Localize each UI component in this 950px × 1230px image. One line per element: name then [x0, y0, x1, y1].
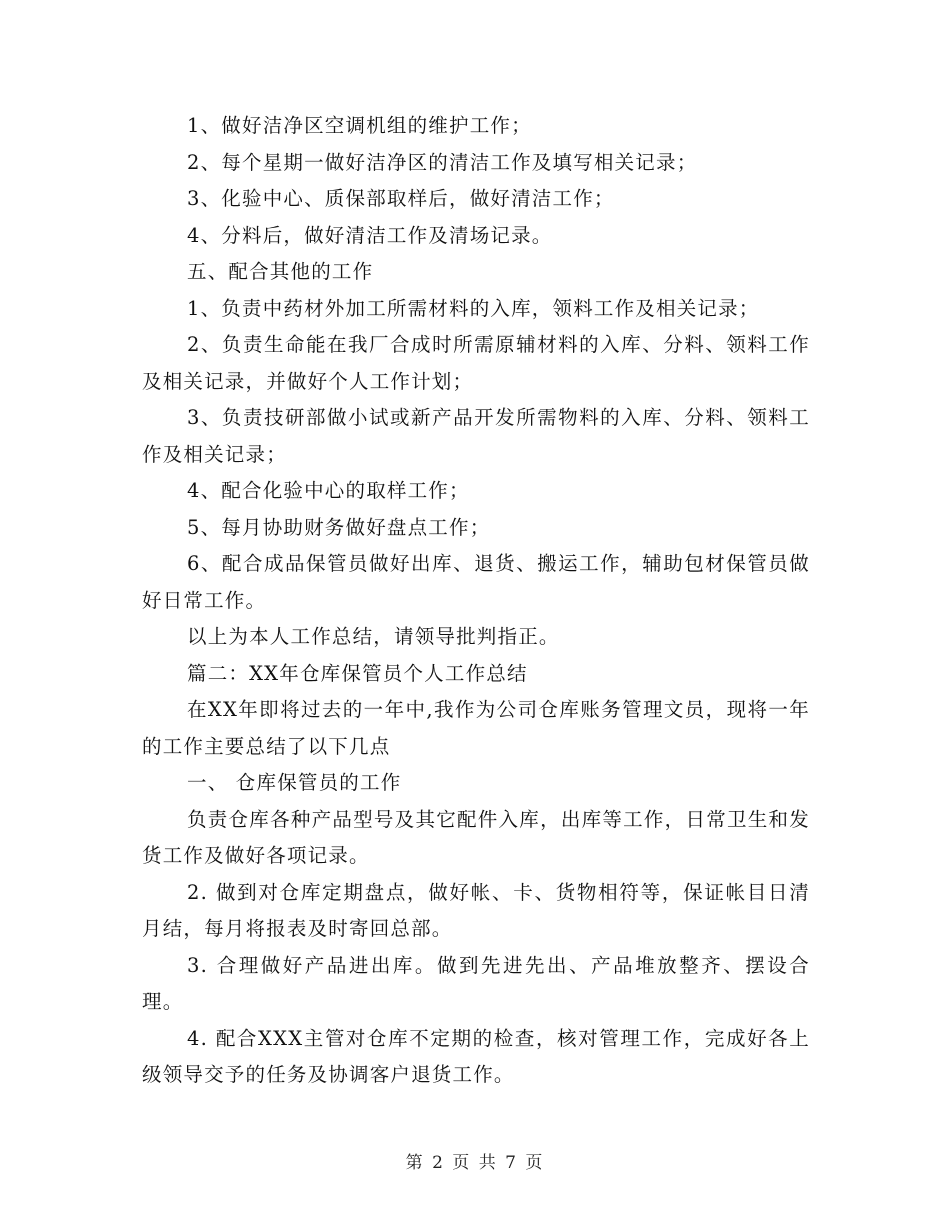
- paragraph-4: 4、分料后，做好清洁工作及清场记录。: [187, 223, 553, 247]
- paragraph-19: 4. 配合XXX主管对仓库不定期的检查，核对管理工作，完成好各上级领导交予的任务及协调客户退货工作。: [142, 1026, 810, 1086]
- paragraph-7: 2、负责生命能在我厂合成时所需原辅材料的入库、分料、领料工作及相关记录，并做好个人工作计划；: [142, 333, 810, 393]
- paragraph-12: 以上为本人工作总结，请领导批判指正。: [187, 625, 560, 648]
- paragraph-14: 在XX年即将过去的一年中,我作为公司仓库账务管理文员，现将一年的工作主要总结了以下几点: [142, 698, 810, 758]
- document-body: [142, 108, 810, 1094]
- chapter-heading: 篇二：XX年仓库保管员个人工作总结: [187, 661, 528, 685]
- section-heading-1: 一、 仓库保管员的工作: [187, 771, 402, 794]
- paragraph-16: 负责仓库各种产品型号及其它配件入库，出库等工作，日常卫生和发货工作及做好各项记录。: [142, 807, 810, 867]
- paragraph-11: 6、配合成品保管员做好出库、退货、搬运工作，辅助包材保管员做好日常工作。: [142, 552, 810, 612]
- paragraph-2: 2、每个星期一做好洁净区的清洁工作及填写相关记录；: [187, 150, 698, 174]
- paragraph-8: 3、负责技研部做小试或新产品开发所需物料的入库、分料、领料工作及相关记录；: [142, 406, 810, 466]
- paragraph-3: 3、化验中心、质保部取样后，做好清洁工作；: [187, 187, 615, 210]
- paragraph-1: 1、做好洁净区空调机组的维护工作；: [187, 114, 532, 137]
- page-footer: 第 2 页 共 7 页: [405, 1153, 545, 1173]
- paragraph-9: 4、配合化验中心的取样工作；: [187, 479, 470, 502]
- paragraph-6: 1、负责中药材外加工所需材料的入库，领料工作及相关记录；: [187, 296, 760, 320]
- paragraph-17: 2. 做到对仓库定期盘点，做好帐、卡、货物相符等，保证帐目日清月结，每月将报表及时寄回总部。: [142, 880, 810, 940]
- paragraph-10: 5、每月协助财务做好盘点工作；: [187, 515, 491, 539]
- section-heading-5: 五、配合其他的工作: [187, 260, 374, 283]
- paragraph-18: 3. 合理做好产品进出库。做到先进先出、产品堆放整齐、摆设合理。: [142, 953, 810, 1013]
